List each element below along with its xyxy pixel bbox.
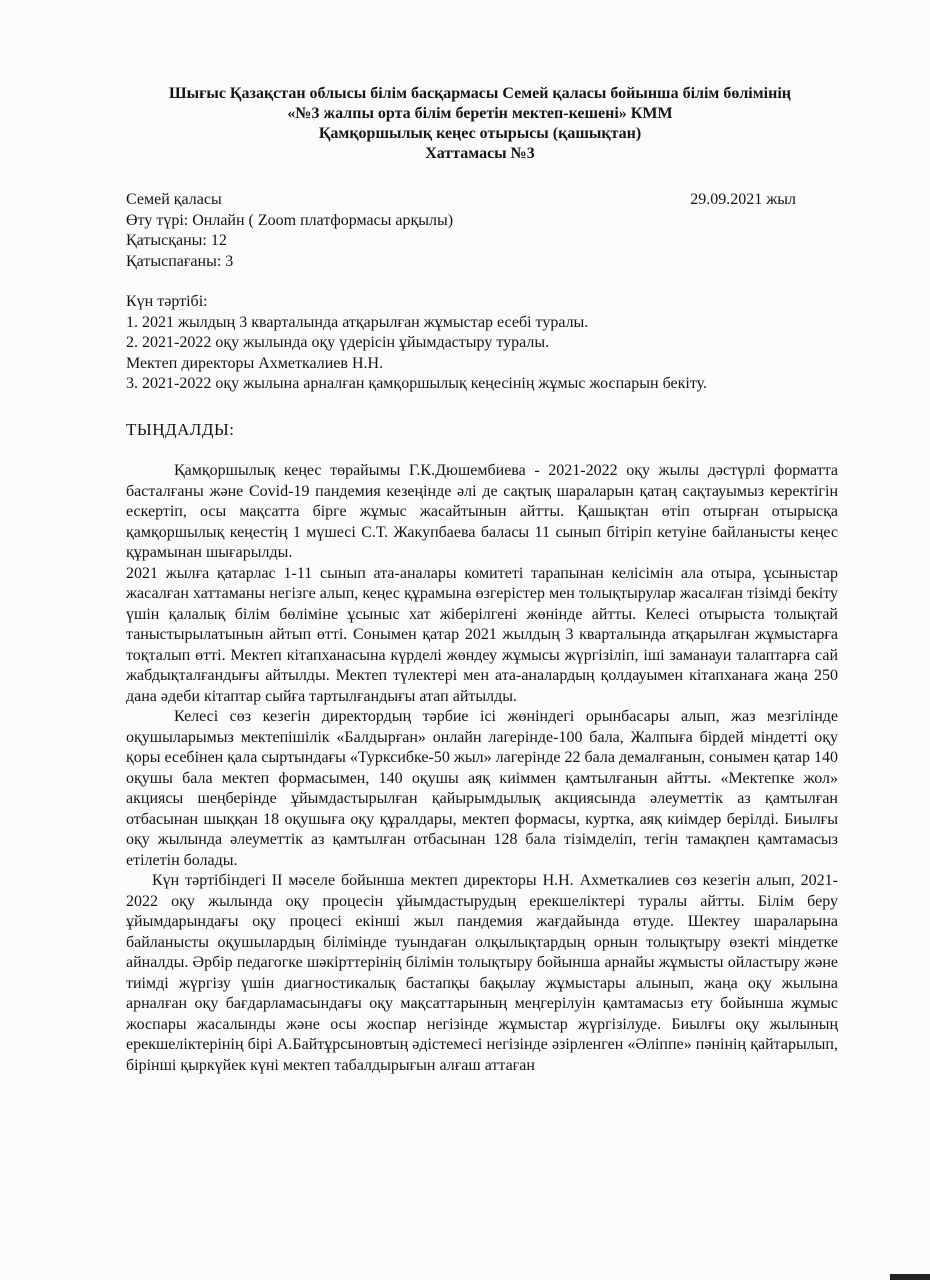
header-organization: Шығыс Қазақстан облысы білім басқармасы Семей қаласы бойынша білім бөлімінің [169,85,791,102]
document-header [60,84,900,164]
header-meeting-title: Қамқоршылық кеңес отырысы (қашықтан) [318,125,642,142]
header-protocol-number: Хаттамасы №3 [425,145,535,162]
paragraph-director-report: Күн тәртібіндегі ІІ мәселе бойынша мектеп директоры Н.Н. Ахметкалиев сөз кезегін алып, 2021-2022 оқу жылында оқу процесін ұйымдастырудың ерекшеліктері туралы айтты. Білім беру ұйымдарындағы оқу процесі екінші жыл пандемия жағдайында өтуде. Шектеу шараларына байланысты оқушылардың білімінде туындаған олқылықтардың орнын толықтыру өзекті міндетке айналды. Әрбір педагогке шәкірттерінің білімін толықтыру бойынша арнайы жұмысты ойластыру және тиімді жүргізу үшін диагностикалық бастапқы бақылау жұмыстары алынып, жаңа оқу жылына арналған оқу бағдарламасындағы оқу мақсаттарының меңгерілуін қамтамасыз ету бойынша жұмыс жоспары жасалынды және осы жоспар негізінде жұмыстар жүргізілуде. Биылғы оқу жылының ерекшеліктерінің бірі А.Байтұрсыновтың әдістемесі негізінде әзірленген «Әліппе» пәнінің қайтарылып, бірінші қыркүйек күні мектеп табалдырығын алғаш аттаған [126,872,838,1074]
absent-count: Қатыспағаны: 3 [126,252,234,270]
scan-edge-mark [890,1274,930,1280]
city-date-row [126,190,796,211]
meeting-date: 29.09.2021 жыл [690,191,796,208]
paragraph-deputy-report: Келесі сөз кезегін директордың тәрбие ісі жөніндегі орынбасары алып, жаз мезгілінде оқушыларымыз мектепішілік «Балдырған» онлайн лагерінде-100 бала, Жалпыға бірдей міндетті оқу қоры есебінен қала сыртындағы «Турксибке-50 жыл» лагерінде 22 бала демалғанын, сонымен қатар 140 оқушы бала мектеп формасымен, 140 оқушы аяқ киіммен қамтылғанын айтты. «Мектепке жол» акциясы шеңберінде ұйымдастырылған қайырымдылық акциясында әлеуметтік аз қамтылған отбасынан шыққан 18 оқушыға оқу құралдары, мектеп формасы, куртка, аяқ киімдер берілді. Биылғы оқу жылында әлеуметтік аз қамтылған отбасынан 128 бала тізімделіп, тегін тамақпен қамтамасыз етілетін болады. [126,708,838,869]
agenda [126,292,816,395]
city: Семей қаласы [126,191,222,208]
agenda-speaker: Мектеп директоры Ахметкалиев Н.Н. [126,354,384,372]
header-school-name: «№3 жалпы орта білім беретін мектеп-кешені» КММ [287,105,673,122]
meeting-meta [126,190,796,272]
listened-heading: ТЫҢДАЛДЫ: [126,420,235,439]
minutes-body [126,461,838,1076]
agenda-item-2: 2. 2021-2022 оқу жылында оқу үдерісін ұйымдастыру туралы. [126,334,550,351]
present-count: Қатысқаны: 12 [126,232,227,249]
meeting-format: Өту түрі: Онлайн ( Zoom платформасы арқылы) [126,211,454,229]
paragraph-committee-report: 2021 жылға қатарлас 1-11 сынып ата-аналары комитеті тарапынан келісімін ала отыра, ұсыныстар жасалған хаттаманы негізге алып, кеңес құрамына өзгерістер мен толықтырулар жасалған тізімді бекіту үшін қалалық білім бөліміне ұсыныс хат жіберілгені жөнінде айтты. Келесі отырыста толықтай таныстырылатынын айтып өтті. Сонымен қатар 2021 жылдың 3 кварталында атқарылған жұмыстарға тоқталып өтті. Мектеп кітапханасына күрделі жөндеу жұмысы жүргізіліп, іші заманауи талаптарға сай жабдықталғандығы айтылды. Мектеп түлектері мен ата-аналардың қолдауымен кітапханаға жаңа 250 дана әдеби кітаптар сыйға тартылғандығы атап айтылды. [126,564,838,705]
agenda-title: Күн тәртібі: [126,293,208,310]
agenda-item-3: 3. 2021-2022 оқу жылына арналған қамқоршылық кеңесінің жұмыс жоспарын бекіту. [126,375,708,392]
agenda-item-1: 1. 2021 жылдың 3 кварталында атқарылған жұмыстар есебі туралы. [126,313,589,331]
paragraph-chair-report: Қамқоршылық кеңес төрайымы Г.К.Дюшембиева - 2021-2022 оқу жылы дәстүрлі форматта басталғаны және Covid-19 пандемия кезеңінде әлі де сақтық шараларын қатаң сақтауымыз керектігін ескертіп, осы мақсатта бірге жұмыс жасайтынын айтты. Қашықтан өтіп отырған отырысқа қамқоршылық кеңестің 1 мүшесі С.Т. Жакупбаева баласы 11 сынып бітіріп кетуіне байланысты кеңес құрамынан шығарылды. [126,462,838,561]
